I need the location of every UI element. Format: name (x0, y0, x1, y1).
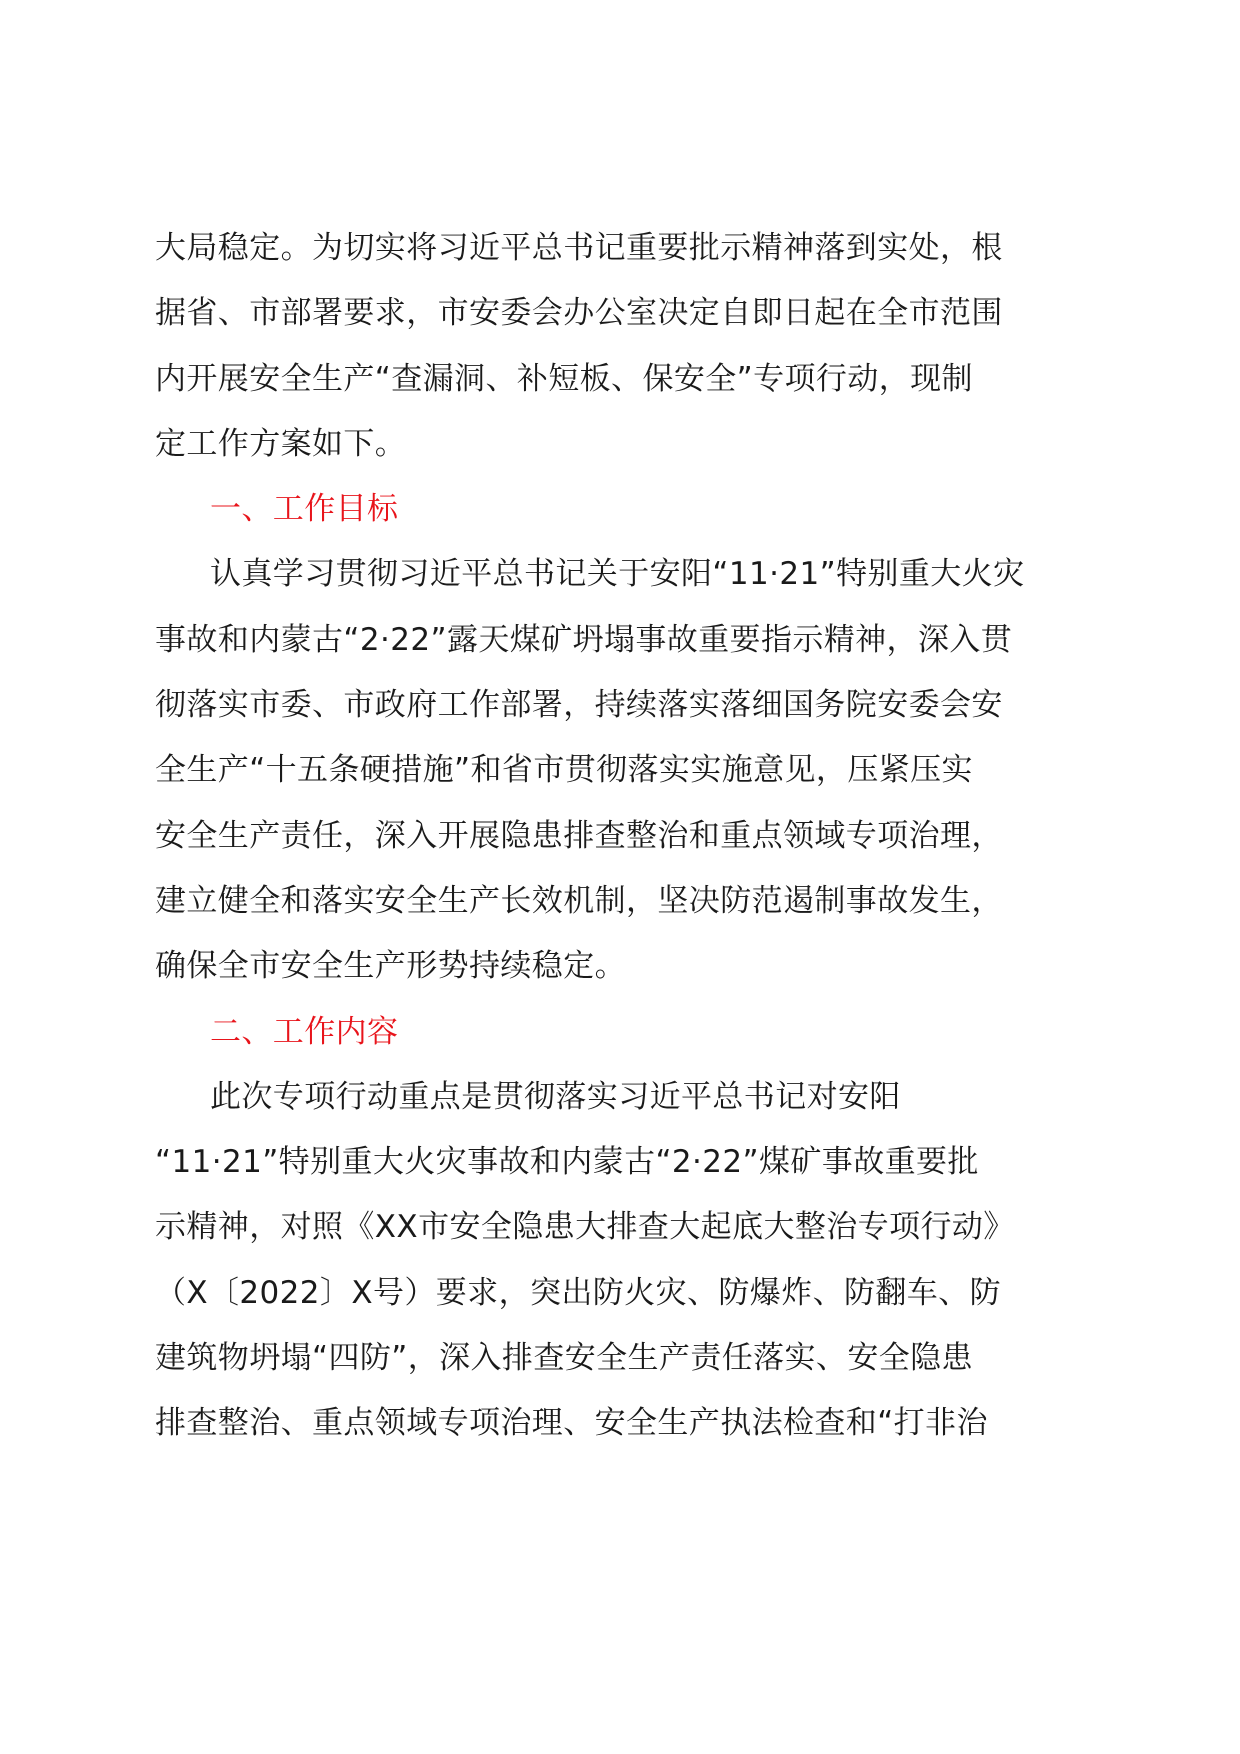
paragraph-line: 建立健全和落实安全生产长效机制，坚决防范遏制事故发生， (155, 882, 1003, 919)
paragraph-line: （X〔2022〕X号）要求，突出防火灾、防爆炸、防翻车、防 (155, 1274, 1001, 1311)
paragraph-line: 据省、市部署要求，市安委会办公室决定自即日起在全市范围 (155, 295, 1003, 332)
paragraph-line: 确保全市安全生产形势持续稳定。 (155, 948, 626, 985)
paragraph-line: 认真学习贯彻习近平总书记关于安阳“11·21”特别重大火灾 (210, 556, 1025, 593)
paragraph-line: 建筑物坍塌“四防”，深入排查安全生产责任落实、安全隐患 (155, 1340, 973, 1377)
section-heading-goals: 一、工作目标 (210, 491, 399, 528)
document-body (155, 216, 1085, 1457)
paragraph-line: 全生产“十五条硬措施”和省市贯彻落实实施意见，压紧压实 (155, 752, 973, 789)
paragraph-line: 彻落实市委、市政府工作部署，持续落实落细国务院安委会安 (155, 687, 1003, 724)
section-heading-content: 二、工作内容 (210, 1013, 399, 1050)
paragraph-line: 排查整治、重点领域专项治理、安全生产执法检查和“打非治 (155, 1405, 988, 1442)
paragraph-line: “11·21”特别重大火灾事故和内蒙古“2·22”煤矿事故重要批 (155, 1144, 979, 1181)
paragraph-line: 定工作方案如下。 (155, 425, 407, 462)
paragraph-line: 此次专项行动重点是贯彻落实习近平总书记对安阳 (210, 1078, 901, 1115)
paragraph-line: 安全生产责任，深入开展隐患排查整治和重点领域专项治理， (155, 817, 1003, 854)
paragraph-line: 内开展安全生产“查漏洞、补短板、保安全”专项行动，现制 (155, 360, 973, 397)
paragraph-line: 大局稳定。为切实将习近平总书记重要批示精神落到实处，根 (155, 230, 1003, 266)
paragraph-line: 示精神，对照《XX市安全隐患大排查大起底大整治专项行动》 (155, 1209, 1015, 1246)
paragraph-line: 事故和内蒙古“2·22”露天煤矿坍塌事故重要指示精神，深入贯 (155, 621, 1013, 658)
